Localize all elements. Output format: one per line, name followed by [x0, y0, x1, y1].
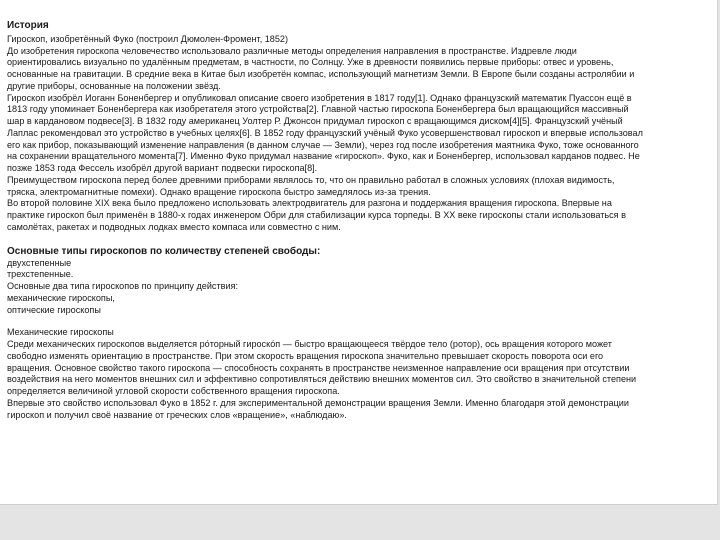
text-line: Лаплас рекомендовал это устройство в учебных целях[6]. В 1852 году французский учёный Фуко усовершенствовал гироскоп и впервые использовал	[7, 127, 643, 138]
page-background	[0, 505, 720, 540]
text-line: другие приборы, основанные на положении звёзд.	[7, 80, 221, 91]
text-line: тряска, электромагнитные помехи). Однако вращение гироскопа быстро замедлялось из-за трения.	[7, 186, 431, 197]
text-line: шар в кардановом подвесе[3]. В 1832 году американец Уолтер Р. Джонсон придумал гироскоп с вращающимся диском[4][5]. Французский учёный	[7, 116, 623, 126]
text-line: Среди механических гироскопов выделяется ро́торный гироско́п — быстро вращающееся твёрдое тело (ротор), ось вращения которого может	[7, 339, 612, 349]
text-line: вращения. Основное свойство такого гироскопа — способность сохранять в пространстве неизменное направление оси вращения при отсутствии	[7, 362, 630, 373]
list-item: трехстепенные.	[7, 269, 74, 280]
text-line: Гироскоп, изобретённый Фуко (построил Дюмолен-Фромент, 1852)	[7, 33, 289, 44]
text-line: самолётах, ракетах и подводных лодках вместо компаса или совместно с ним.	[7, 221, 341, 232]
text-line: гироскоп и получил своё название от греческих слов «вращение», «наблюдаю».	[7, 409, 347, 420]
section-heading-types: Основные типы гироскопов по количеству степеней свободы:	[7, 245, 321, 257]
subsection-title-mechanical: Механические гироскопы	[7, 327, 114, 338]
list-item: двухстепенные	[7, 257, 72, 268]
mechanical-section	[7, 327, 709, 421]
list-item: механические гироскопы,	[7, 292, 115, 303]
text-line: Во второй половине XIX века было предложено использовать электродвигатель для разгона и поддержания вращения гироскопа. Впервые на	[7, 198, 612, 209]
text-line: его как прибор, показывающий изменение направления (в данном случае — Земли), через год после изобретения маятника Фуко, тоже основанного	[7, 139, 639, 150]
text-line: на сохранении вращательного момента[7]. Именно Фуко придумал название «гироскоп». Фуко, как и Боненбергер, использовал карданов подвес. Не	[7, 151, 640, 162]
text-line: воздействия на него моментов внешних сил и эффективно сопротивляться действию внешних моментов сил. Это свойство в значительной степени	[7, 374, 637, 385]
text-line: позже 1853 года Фессель изобрёл другой вариант подвески гироскопа[8].	[7, 163, 318, 173]
list-item: оптические гироскопы	[7, 304, 101, 315]
text-line: определяется величиной угловой скорости собственного вращения гироскопа.	[7, 386, 340, 396]
text-line: ориентировались визуально по удалённым предметам, в частности, по Солнцу. Уже в древности появились первые приборы: отвес и уровень,	[7, 57, 614, 68]
text-line: свободно изменять ориентацию в пространстве. При этом скорость вращения гироскопа значительно превышает скорость поворота оси его	[7, 350, 604, 361]
text-line: Впервые это свойство использовал Фуко в 1852 г. для экспериментальной демонстрации вращения Земли. Именно благодаря этой демонстрации	[7, 397, 629, 408]
text-line: Преимуществом гироскопа перед более древними приборами являлось то, что он правильно работал в сложных условиях (плохая видимость,	[7, 174, 615, 185]
text-line: практике гироскоп был применён в 1880-х годах инженером Обри для стабилизации курса торпеды. В XX веке гироскопы стали использоваться в	[7, 210, 626, 220]
list-item: Основные два типа гироскопов по принципу действия:	[7, 281, 238, 291]
text-line: До изобретения гироскопа человечество использовало различные методы определения направления в пространстве. Издревле люди	[7, 45, 577, 56]
types-list	[7, 258, 709, 317]
text-line: основанные на гравитации. В средние века в Китае был изобретён компас, использующий магнетизм Земли. В Европе были созданы астролябии и	[7, 69, 635, 79]
history-paragraphs	[7, 34, 709, 234]
text-line: Гироскоп изобрёл Иоганн Боненбергер и опубликовал описание своего изобретения в 1817 году[1]. Однако французский математик Пуассон ещё в	[7, 92, 632, 103]
section-title-history: История	[7, 20, 49, 31]
text-line: 1813 году упоминает Боненбергера как изобретателя этого устройства[2]. Главной частью гироскопа Боненбергера был вращающийся массивный	[7, 104, 629, 115]
